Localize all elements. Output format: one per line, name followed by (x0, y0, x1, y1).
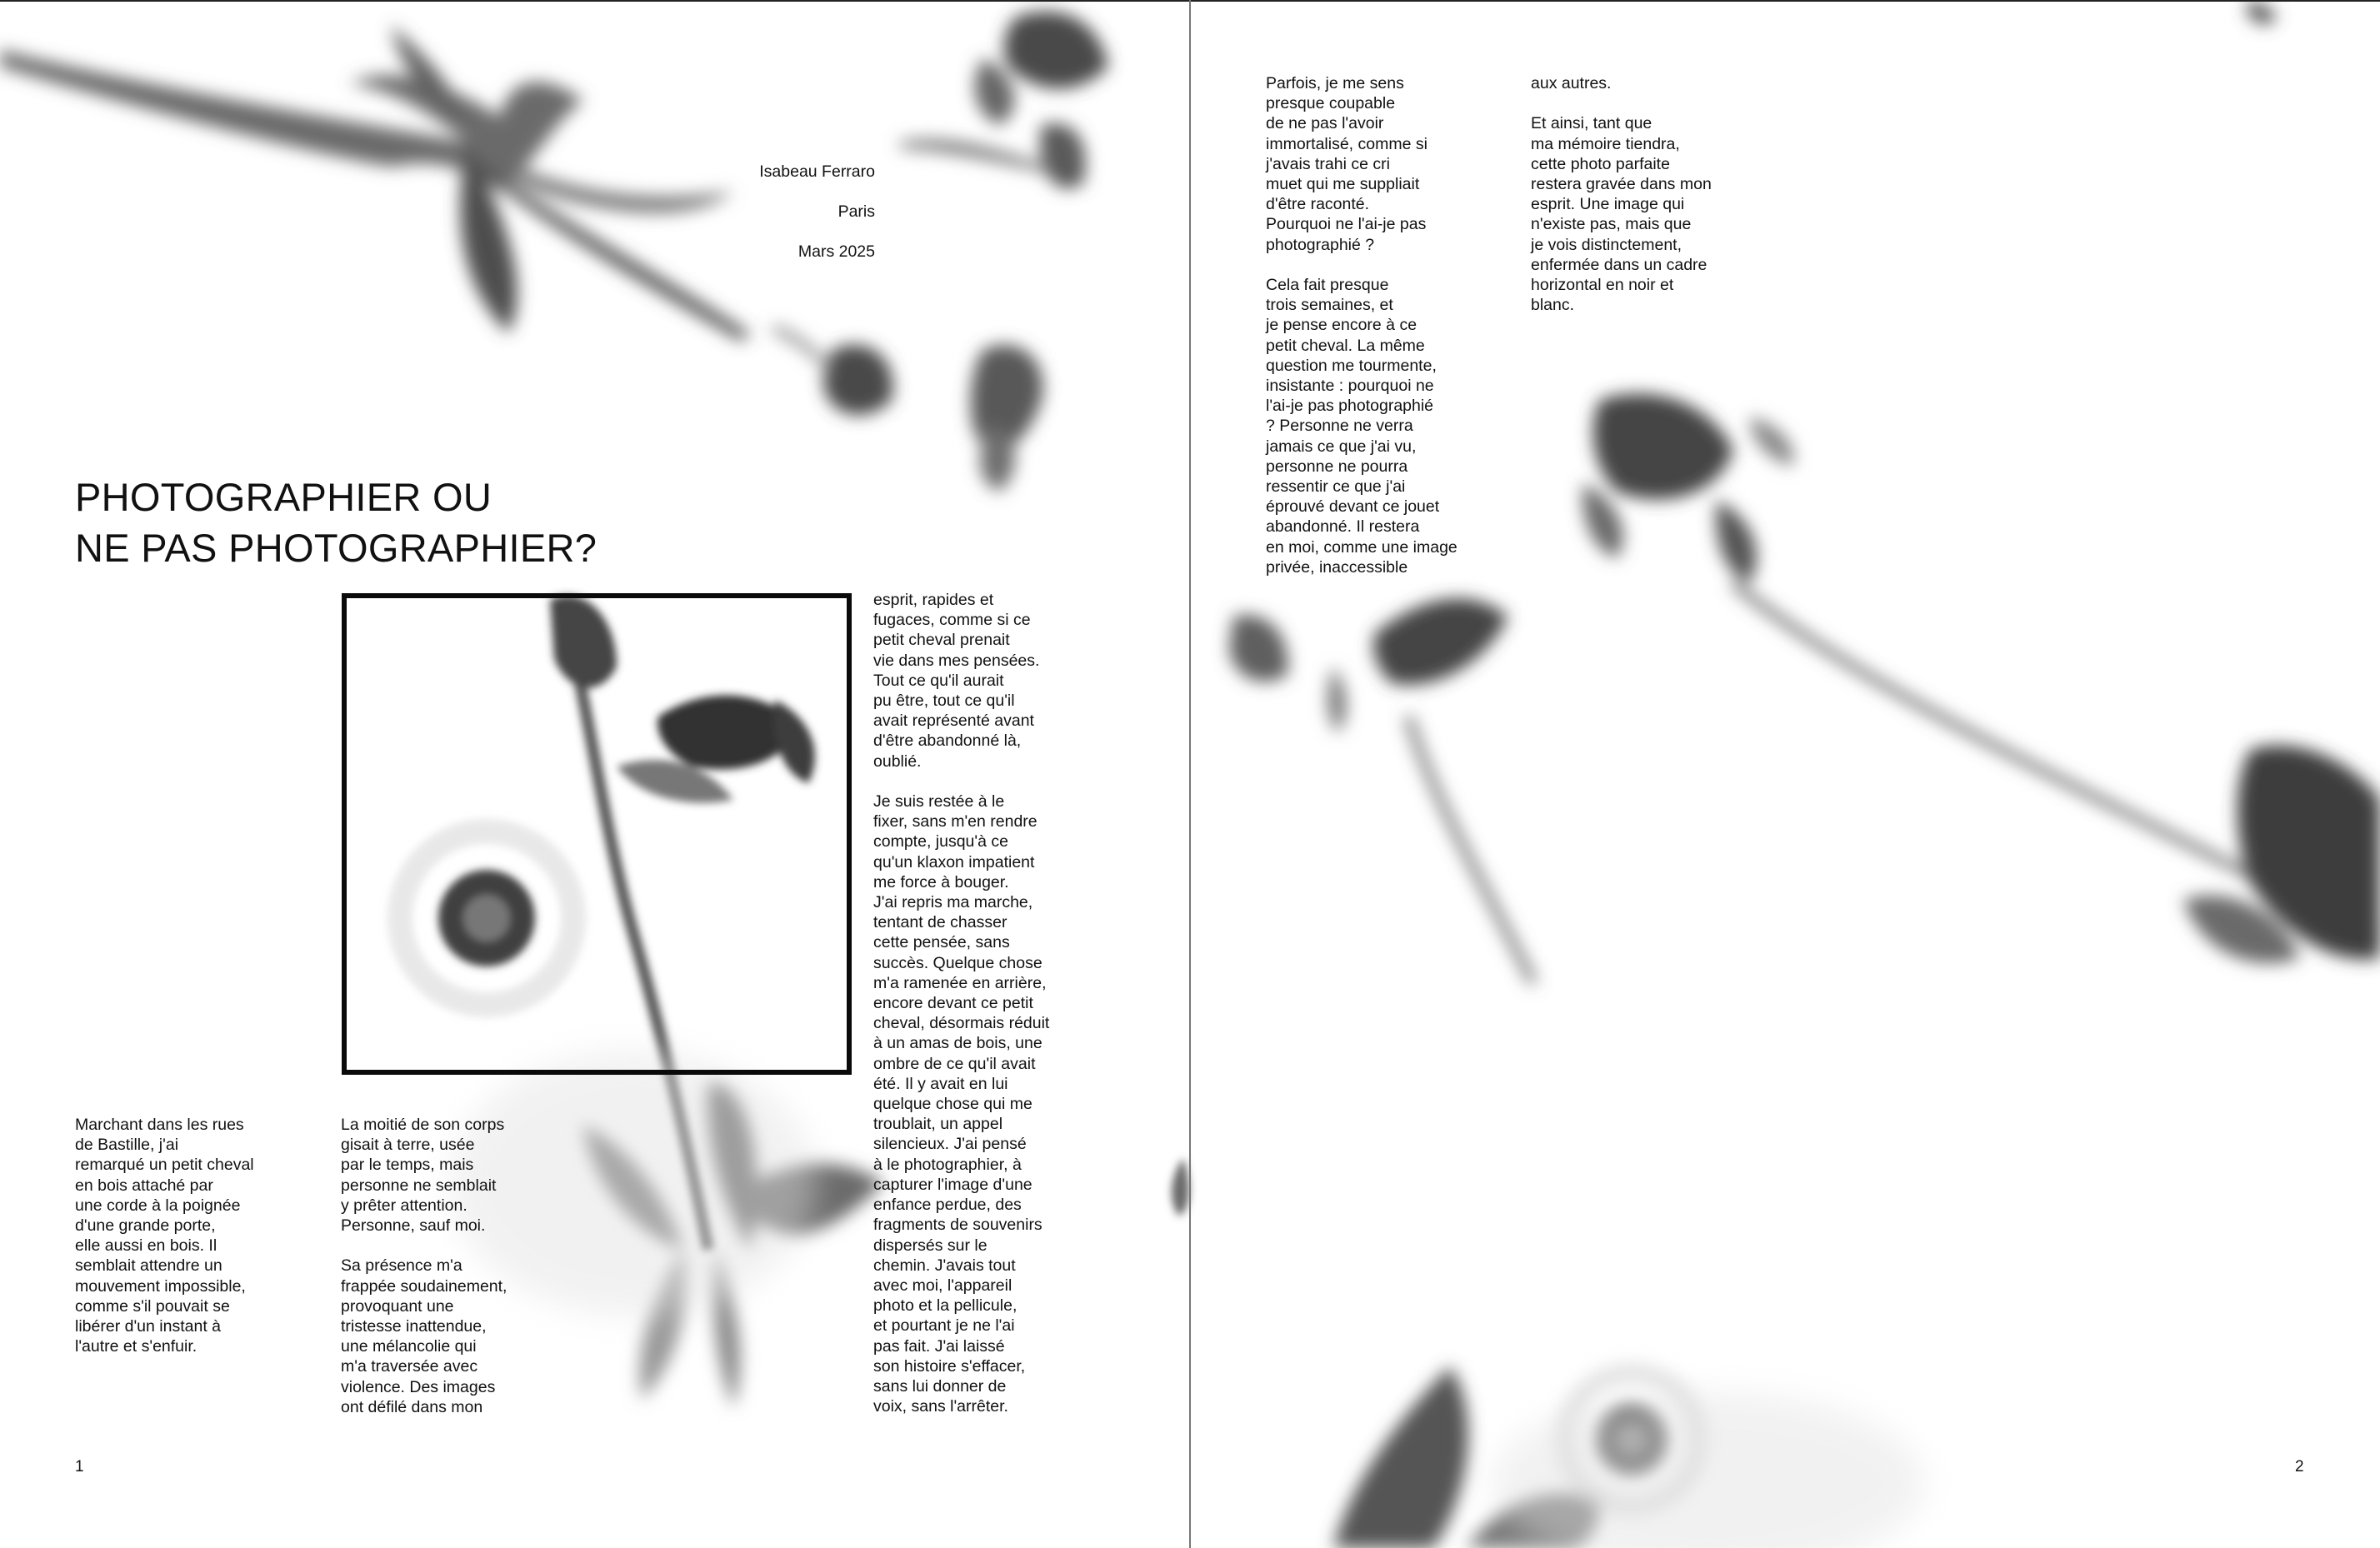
leaf-cluster-top-left (0, 25, 750, 342)
text-column-4: Parfois, je me sens presque coupable de ne pas l'avoir immortalisé, comme si j'avais trahi ce cri muet qui me suppliait d'être raconté. Pourquoi ne l'ai-je pas photographié ? Cela fait presque trois semaines, et je pense encore à ce petit cheval. La même question me tourmente, insistante : pourquoi ne l'ai-je pas photographié ? Personne ne verra jamais ce que j'ai vu, personne ne pourra ressentir ce que j'ai éprouvé devant ce jouet abandonné. Il restera en moi, comme une image privée, inaccessible (1266, 74, 1458, 577)
petal-cluster-top (900, 12, 1108, 188)
byline-date: Mars 2025 (798, 242, 875, 261)
text-column-5: aux autres. Et ainsi, tant que ma mémoire tiendra, cette photo parfaite restera gravée dans mon esprit. Une image qui n'existe pas, mais que je vois distinctement, enfermée dans un cadre horizontal en noir et blanc. (1531, 74, 1712, 315)
text-column-3: esprit, rapides et fugaces, comme si ce petit cheval prenait vie dans mes pensées. Tout ce qu'il aurait pu être, tout ce qu'il avait représenté avant d'être abandonné là, oublié. Je suis restée à le fixer, sans m'en rendre compte, jusqu'à ce qu'un klaxon impatient me force à bouger. J'ai repris ma marche, tentant de chasser cette pensée, sans succès. Quelque chose m'a ramenée en arrière, encore devant ce petit cheval, désormais réduit à un amas de bois, une ombre de ce qu'il avait été. Il y avait en lui quelque chose qui me troublait, un appel silencieux. J'ai pensé à le photographier, à capturer l'image d'une enfance perdue, des fragments de souvenirs dispersés sur le chemin. J'avais tout avec moi, l'appareil photo et la pellicule, et pourtant je ne l'ai pas fait. J'ai laissé son histoire s'effacer, sans lui donner de voix, sans l'arrêter. (873, 591, 1050, 1416)
text-column-1: Marchant dans les rues de Bastille, j'ai remarqué un petit cheval en bois attaché par une corde à la poignée d'une grande porte, elle aussi en bois. Il semblait attendre un mouvement impossible, comme s'il pouvait se libérer d'un instant à l'autre et s'enfuir. (75, 1116, 254, 1356)
byline-city: Paris (838, 202, 875, 221)
page-number-right: 2 (2295, 1458, 2304, 1476)
small-bud-left (1172, 1158, 1189, 1216)
byline (683, 142, 875, 282)
article-title (75, 472, 742, 573)
petal-cluster-mid (771, 325, 1043, 492)
flower-cluster-right-top (1229, 598, 1533, 983)
page-gutter (1189, 0, 1191, 1548)
article-title-line-2: NE PAS PHOTOGRAPHIER? (75, 526, 598, 570)
byline-author: Isabeau Ferraro (759, 162, 875, 181)
photo-frame (342, 593, 852, 1075)
page-number-left: 1 (75, 1458, 84, 1476)
article-title-line-1: PHOTOGRAPHIER OU (75, 475, 492, 519)
text-column-2: La moitié de son corps gisait à terre, usée par le temps, mais personne ne semblait y prêter attention. Personne, sauf moi. Sa présence m'a frappée soudainement, provoquant une tristesse inattendue, une mélancolie qui m'a traversée avec violence. Des images ont défilé dans mon (341, 1116, 508, 1416)
soft-haze (450, 1050, 1925, 1548)
